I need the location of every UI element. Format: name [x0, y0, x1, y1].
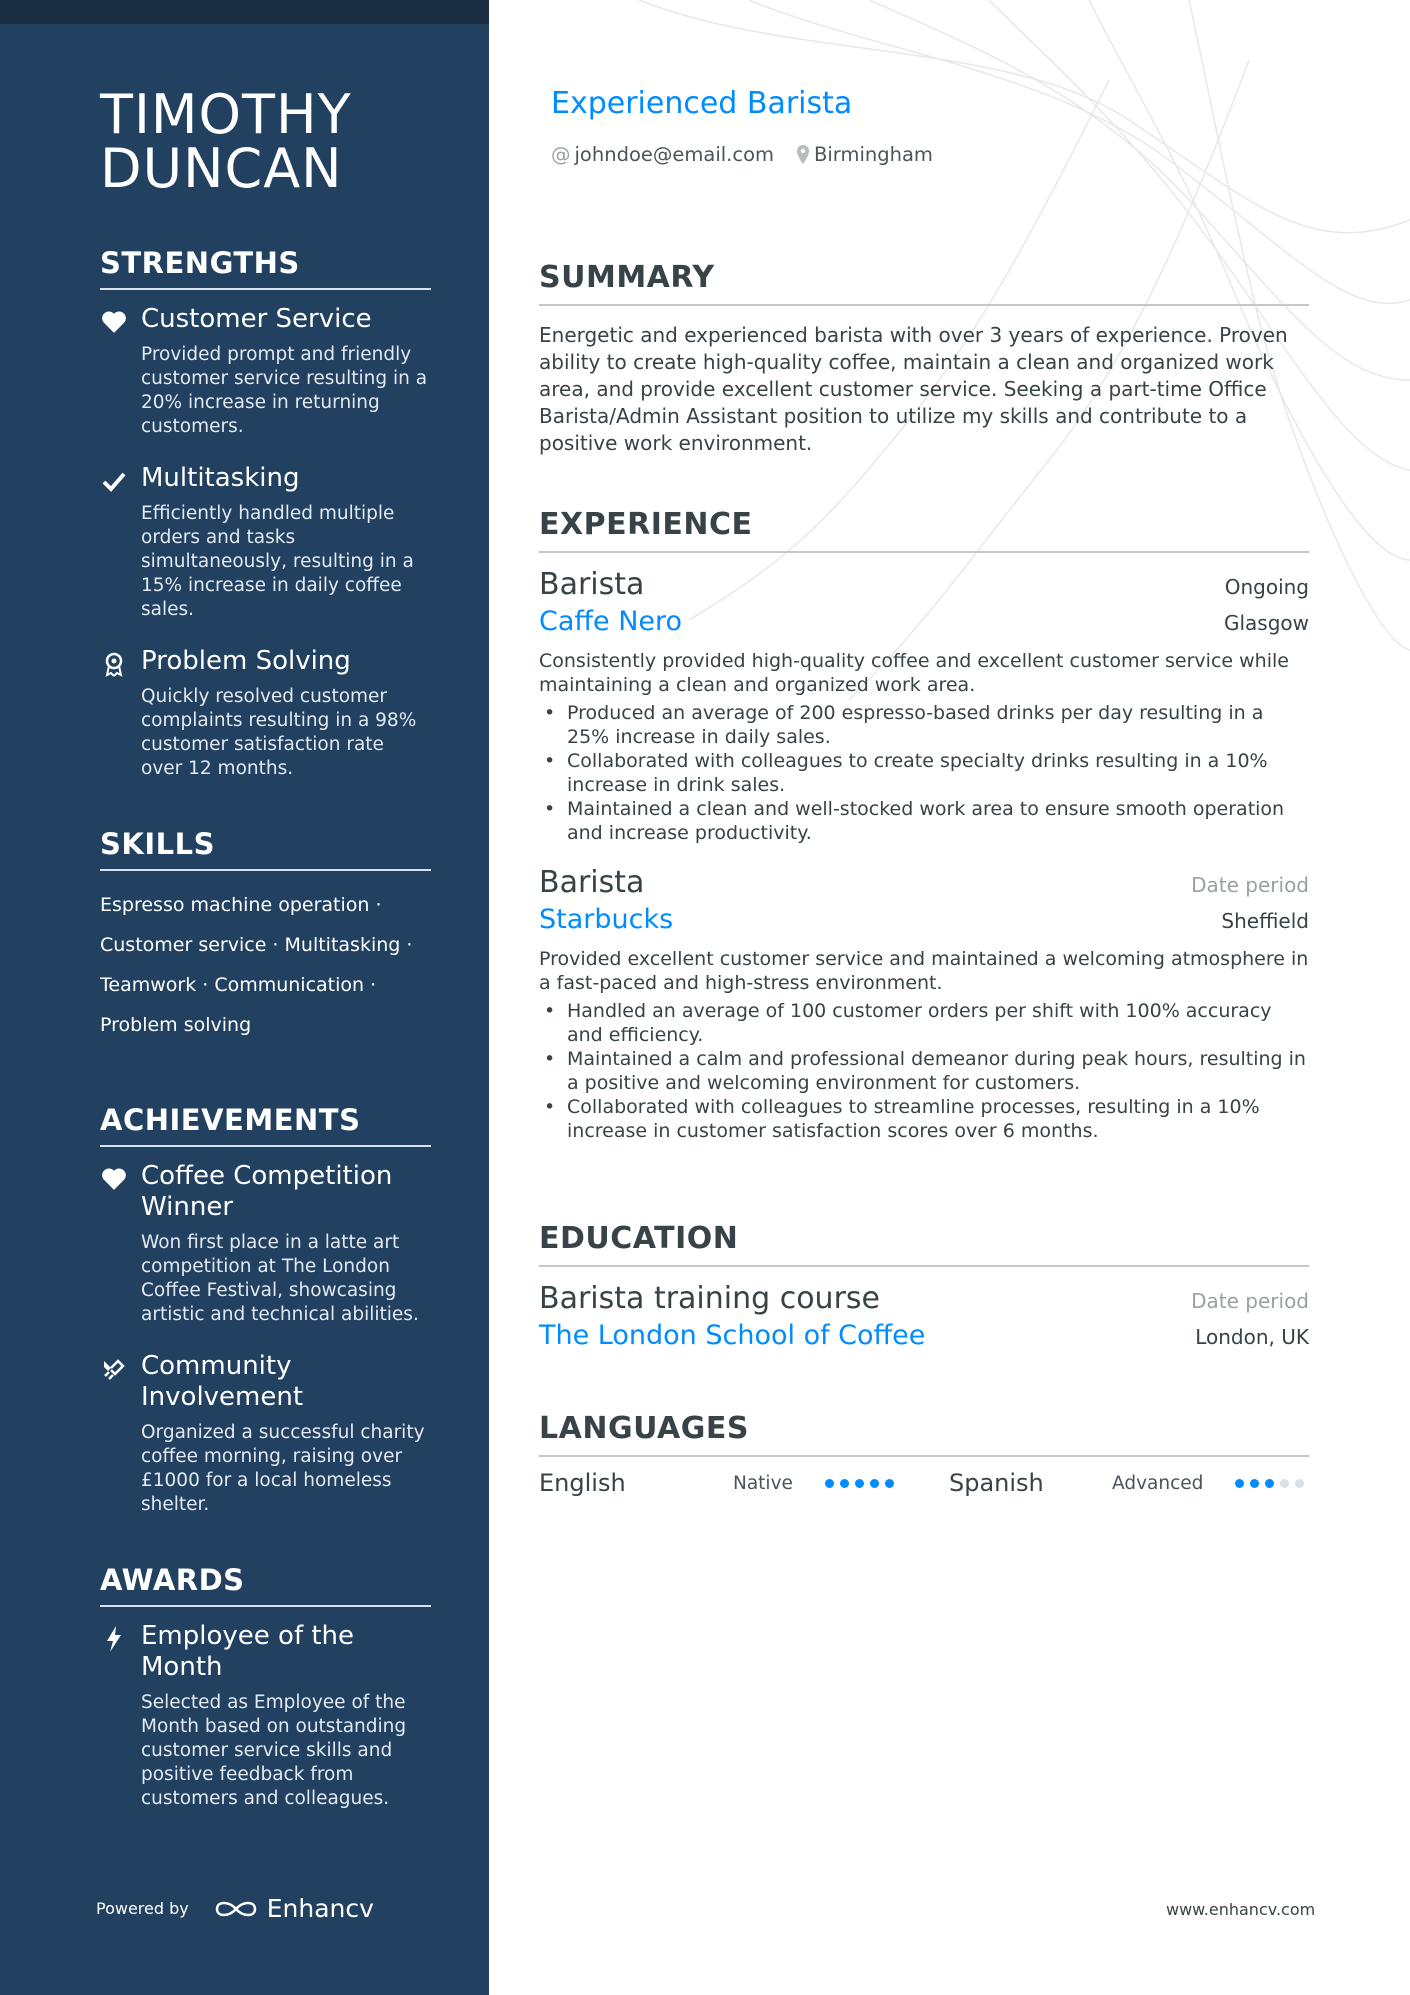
footer-url[interactable]: www.enhancv.com: [1166, 1900, 1316, 1919]
handshake-icon: [100, 1355, 128, 1383]
languages-row: [539, 1469, 1309, 1497]
job-bullet: • Maintained a clean and well-stocked work area to ensure smooth operation and increase productivity.: [567, 797, 1309, 845]
proficiency-dot: [855, 1479, 864, 1488]
achievement-title: Coffee Competition Winner: [141, 1161, 393, 1222]
language-name: English: [539, 1469, 626, 1497]
powered-by-label: Powered by: [96, 1899, 189, 1918]
enhancv-brand-text: Enhancv: [266, 1894, 374, 1923]
proficiency-dot: [885, 1479, 894, 1488]
experience-entry: [539, 567, 1309, 845]
job-role: Barista: [539, 865, 645, 900]
job-location: Sheffield: [1221, 909, 1309, 933]
achievement-title: Community Involvement: [141, 1351, 304, 1412]
job-role: Barista: [539, 567, 645, 602]
achievements-title: ACHIEVEMENTS: [100, 1103, 431, 1147]
summary-title: SUMMARY: [539, 260, 1309, 306]
proficiency-dot: [825, 1479, 834, 1488]
proficiency-dot: [1235, 1479, 1244, 1488]
sidebar: [0, 0, 489, 1995]
proficiency-dot: [870, 1479, 879, 1488]
experience-entry: [539, 865, 1309, 1143]
proficiency-dot: [1295, 1479, 1304, 1488]
languages-section: [539, 1411, 1309, 1497]
strength-title: Multitasking: [141, 463, 300, 493]
job-bullet: • Handled an average of 100 customer orders per shift with 100% accuracy and efficiency.: [567, 999, 1309, 1047]
language-name: Spanish: [949, 1469, 1044, 1497]
skills-section: [100, 827, 431, 1045]
email-contact[interactable]: [551, 143, 774, 166]
experience-section: [539, 507, 1309, 1143]
achievement-item: [100, 1161, 431, 1327]
summary-section: [539, 260, 1309, 457]
skill-line: Teamwork · Communication ·: [100, 974, 377, 996]
achievements-section: [100, 1103, 431, 1517]
achievement-item: [100, 1351, 431, 1517]
enhancv-logo[interactable]: [213, 1894, 374, 1923]
education-title: EDUCATION: [539, 1221, 1309, 1267]
awards-section: [100, 1563, 431, 1811]
strength-title: Problem Solving: [141, 646, 351, 676]
achievement-desc: Won first place in a latte art competition at The London Coffee Festival, showcasing artistic and technical abilities.: [141, 1232, 419, 1325]
strength-desc: Provided prompt and friendly customer service resulting in a 20% increase in returning customers.: [141, 344, 428, 437]
school-name: The London School of Coffee: [539, 1320, 926, 1351]
job-bullets: [539, 701, 1309, 845]
candidate-name: TIMOTHY DUNCAN: [100, 83, 352, 200]
heart-icon: [100, 308, 128, 336]
education-date: Date period: [1191, 1289, 1309, 1313]
job-bullet: • Collaborated with colleagues to create specialty drinks resulting in a 10% increase in drink sales.: [567, 749, 1309, 797]
company-name: Starbucks: [539, 904, 674, 935]
job-bullet: • Maintained a calm and professional demeanor during peak hours, resulting in a positive and welcoming environment for customers.: [567, 1047, 1309, 1095]
language-level: Native: [733, 1472, 793, 1494]
email-text: johndoe@email.com: [574, 143, 774, 166]
proficiency-dot: [1265, 1479, 1274, 1488]
proficiency-dot: [1280, 1479, 1289, 1488]
at-icon: @: [551, 143, 571, 166]
company-name: Caffe Nero: [539, 606, 683, 637]
award-desc: Selected as Employee of the Month based on outstanding customer service skills and positive feedback from customers and colleagues.: [141, 1692, 407, 1809]
location-contact: [796, 143, 933, 166]
check-icon: [100, 467, 128, 495]
school-location: London, UK: [1195, 1325, 1309, 1349]
proficiency-dot: [840, 1479, 849, 1488]
job-description: Consistently provided high-quality coffee and excellent customer service while maintaining a clean and organized work area.: [539, 650, 1289, 696]
language-proficiency-dots: [825, 1479, 949, 1488]
skills-list: [100, 885, 431, 1045]
award-item: [100, 1621, 431, 1811]
degree-name: Barista training course: [539, 1281, 880, 1316]
summary-text: Energetic and experienced barista with over 3 years of experience. Proven ability to create high-quality coffee, maintain a clean and organized work area, and provide excellent customer service. Seeking a part-time Office Barista/Admin Assistant position to utilize my skills and contribute to a positive work environment.: [539, 323, 1288, 455]
strength-item: [100, 646, 431, 781]
job-bullet: • Produced an average of 200 espresso-based drinks per day resulting in a 25% increase in daily sales.: [567, 701, 1309, 749]
bolt-icon: [100, 1625, 128, 1653]
strength-item: [100, 304, 431, 439]
strengths-title: STRENGTHS: [100, 246, 431, 290]
awards-title: AWARDS: [100, 1563, 431, 1607]
award-icon: [100, 650, 128, 678]
enhancv-logo-icon: [213, 1897, 259, 1921]
location-pin-icon: [796, 145, 810, 165]
skill-line: Problem solving: [100, 1014, 252, 1036]
education-entry: [539, 1281, 1309, 1351]
proficiency-dot: [1250, 1479, 1259, 1488]
job-description: Provided excellent customer service and maintained a welcoming atmosphere in a fast-paced and high-stress environment.: [539, 948, 1309, 994]
award-title: Employee of the Month: [141, 1621, 355, 1682]
skill-line: Customer service · Multitasking ·: [100, 934, 413, 956]
strength-title: Customer Service: [141, 304, 372, 334]
language-proficiency-dots: [1235, 1479, 1304, 1488]
job-bullets: [539, 999, 1309, 1143]
job-location: Glasgow: [1223, 611, 1309, 635]
job-date: Ongoing: [1224, 575, 1309, 599]
job-headline: Experienced Barista: [551, 86, 853, 121]
skill-line: Espresso machine operation ·: [100, 894, 382, 916]
language-level: Advanced: [1112, 1472, 1204, 1494]
contact-info: [551, 143, 933, 166]
heart-icon: [100, 1165, 128, 1193]
achievement-desc: Organized a successful charity coffee morning, raising over £1000 for a local homeless shelter.: [141, 1422, 425, 1515]
strength-desc: Efficiently handled multiple orders and tasks simultaneously, resulting in a 15% increase in daily coffee sales.: [141, 503, 414, 620]
strength-desc: Quickly resolved customer complaints resulting in a 98% customer satisfaction rate over 12 months.: [141, 686, 417, 779]
experience-title: EXPERIENCE: [539, 507, 1309, 553]
location-text: Birmingham: [814, 143, 933, 166]
education-section: [539, 1221, 1309, 1351]
strengths-section: [100, 246, 431, 781]
languages-title: LANGUAGES: [539, 1411, 1309, 1457]
job-bullet: • Collaborated with colleagues to streamline processes, resulting in a 10% increase in customer satisfaction scores over 6 months.: [567, 1095, 1309, 1143]
job-date: Date period: [1191, 873, 1309, 897]
sidebar-top-bar: [0, 0, 489, 24]
strength-item: [100, 463, 431, 622]
skills-title: SKILLS: [100, 827, 431, 871]
powered-by: [96, 1894, 374, 1923]
